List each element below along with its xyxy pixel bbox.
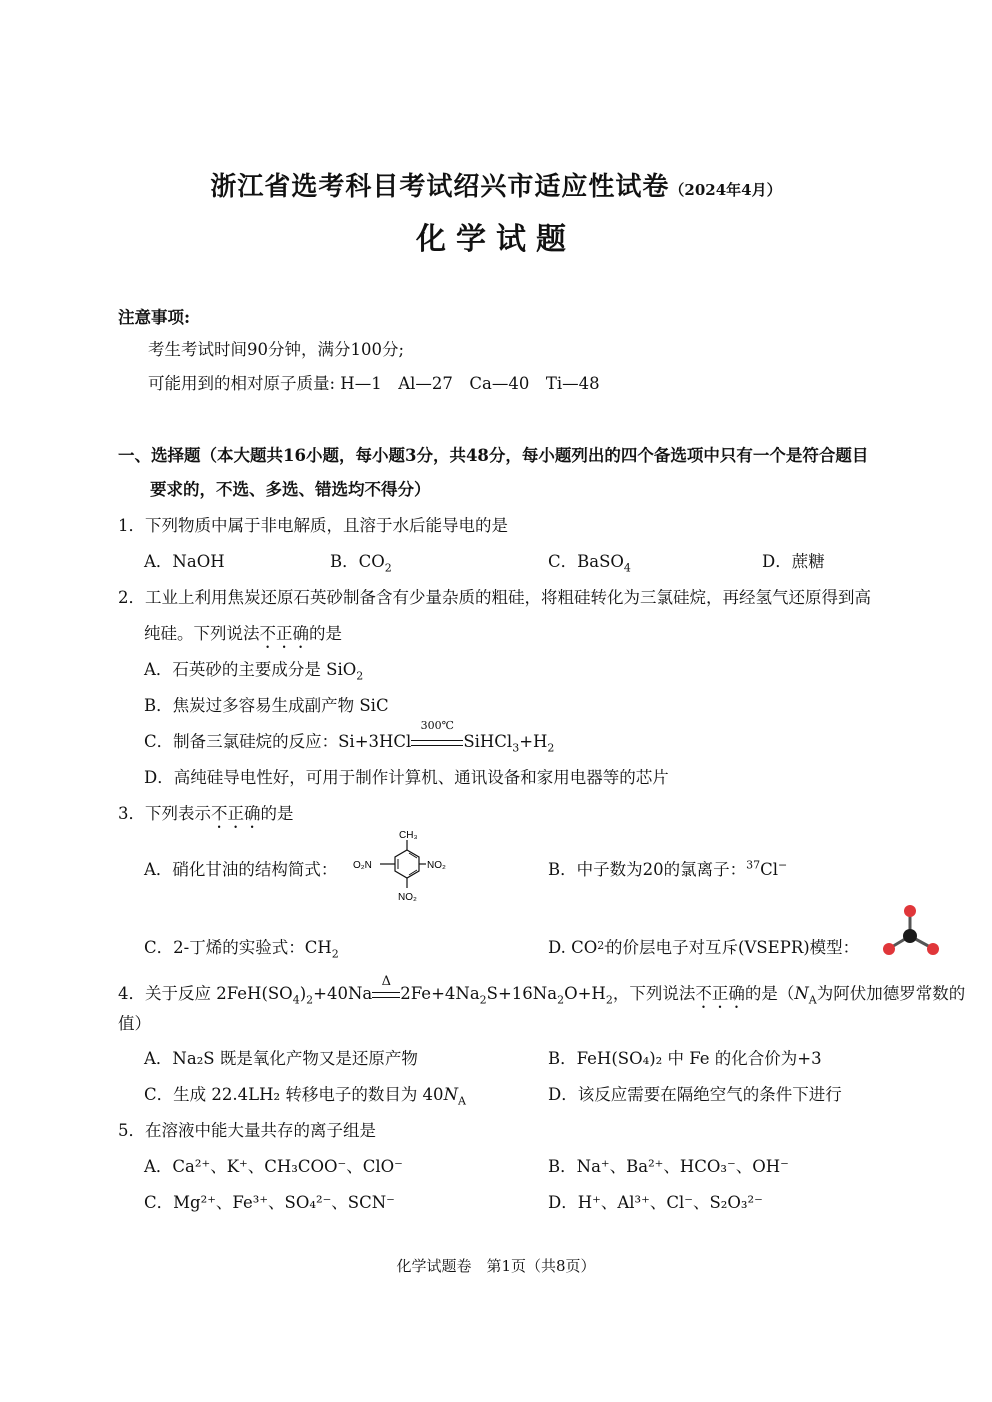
q5-stem: 5．在溶液中能大量共存的离子组是 <box>118 1121 376 1140</box>
q2-option-a: A．石英砂的主要成分是 SiO$_2$ <box>144 660 364 683</box>
mol-bottom-label: NO₂ <box>398 892 417 903</box>
page-title <box>0 166 992 203</box>
q5-option-a: A．Ca²⁺、K⁺、CH₃COO⁻、ClO⁻ <box>144 1157 403 1176</box>
equals-arrow-q4 <box>372 992 400 998</box>
section-heading-line-1: 一、选择题（本大题共16小题，每小题3分，共48分，每小题列出的四个备选项中只有一个是符合题目 <box>118 446 869 465</box>
page-subtitle: 化学试题 <box>416 222 576 257</box>
q3-stem: 3．下列表示不正确的是 <box>118 804 294 823</box>
title-text: 浙江省选考科目考试绍兴市适应性试卷 <box>210 172 670 202</box>
q1-stem: 1．下列物质中属于非电解质，且溶于水后能导电的是 <box>118 516 508 535</box>
q4-stem-line-1: 4．关于反应 $2FeH(SO_4)_2+40Na$ Δ $2Fe+4Na_2S+16Na_2O+H_2$，下列说法不正确的是（$N_A$为阿伏加德罗常数的 <box>118 974 966 1007</box>
carbon-atom-center <box>903 929 917 943</box>
oxygen-atom-left <box>883 943 895 955</box>
equals-arrow <box>411 740 463 746</box>
q2-option-d: D．高纯硅导电性好，可用于制作计算机、通讯设备和家用电器等的芯片 <box>144 768 669 787</box>
q4-stem-line-2: 值） <box>118 1014 151 1033</box>
q1-option-b: B．$CO_2$ <box>330 552 392 575</box>
q4-option-c: C．生成 22.4LH₂ 转移电子的数目为 $40N_A$ <box>144 1085 466 1108</box>
q2-option-c: C．制备三氯硅烷的反应：Si+3HCl 300℃ $SiHCl_3+H_2$ <box>144 719 555 755</box>
q2-emphasis: 不正确 <box>259 624 309 643</box>
mol-left-label: O₂N <box>353 860 372 871</box>
section-heading-line-2: 要求的，不选、多选、错选均不得分） <box>150 480 431 499</box>
q2-stem-line-1: 2．工业上利用焦炭还原石英砂制备含有少量杂质的粗硅，将粗硅转化为三氯硅烷，再经氢气还原得到高 <box>118 588 871 607</box>
q4-option-d: D．该反应需要在隔绝空气的条件下进行 <box>548 1085 842 1104</box>
q2-stem-line-2: 纯硅。下列说法不正确的是 <box>144 624 342 643</box>
q4-emphasis: 不正确 <box>695 984 745 1003</box>
benzene-ring <box>395 850 419 878</box>
oxygen-atom-right <box>927 943 939 955</box>
q1-option-c: C．BaSO$_4$ <box>548 552 631 575</box>
q1-option-a: A．NaOH <box>144 552 225 571</box>
q4-option-a: A．Na₂S 既是氧化产物又是还原产物 <box>144 1049 418 1068</box>
q3-option-a: A．硝化甘油的结构简式： <box>144 860 338 879</box>
q1-option-d: D．蔗糖 <box>762 552 825 571</box>
notice-line-2: 可能用到的相对原子质量: H—1 Al—27 Ca—40 Ti—48 <box>148 374 600 393</box>
title-date: （2024年4月） <box>669 181 782 199</box>
q5-option-d: D．H⁺、Al³⁺、Cl⁻、S₂O₃²⁻ <box>548 1193 763 1212</box>
q3-option-b: B．中子数为20的氯离子：$^{37}$Cl− <box>548 858 788 879</box>
q3-emphasis: 不正确 <box>211 804 261 823</box>
reaction-condition: 300℃ <box>420 719 454 732</box>
q5-option-b: B．Na⁺、Ba²⁺、HCO₃⁻、OH⁻ <box>548 1157 789 1176</box>
q5-option-c: C．Mg²⁺、Fe³⁺、SO₄²⁻、SCN⁻ <box>144 1193 395 1212</box>
q3-option-d: D. $CO_{^{2-}}$的价层电子对互斥(VSEPR)模型： <box>548 938 860 957</box>
oxygen-atom-top <box>904 905 916 917</box>
page-footer: 化学试题卷 第1页（共8页） <box>396 1257 596 1275</box>
q4-option-b: B．FeH(SO₄)₂ 中 Fe 的化合价为+3 <box>548 1049 822 1068</box>
mol-ch3-label: CH₃ <box>399 830 418 841</box>
q2-option-b: B．焦炭过多容易生成副产物 SiC <box>144 696 389 715</box>
nitro-structure-diagram <box>352 826 456 906</box>
notice-line-1: 考生考试时间90分钟，满分100分; <box>148 340 405 359</box>
vsepr-model-diagram <box>882 902 944 960</box>
notice-heading: 注意事项: <box>118 308 191 327</box>
mol-right-label: NO₂ <box>427 860 446 871</box>
heat-condition: Δ <box>381 974 391 989</box>
q3-option-c: C．2-丁烯的实验式：$CH_2$ <box>144 938 339 961</box>
